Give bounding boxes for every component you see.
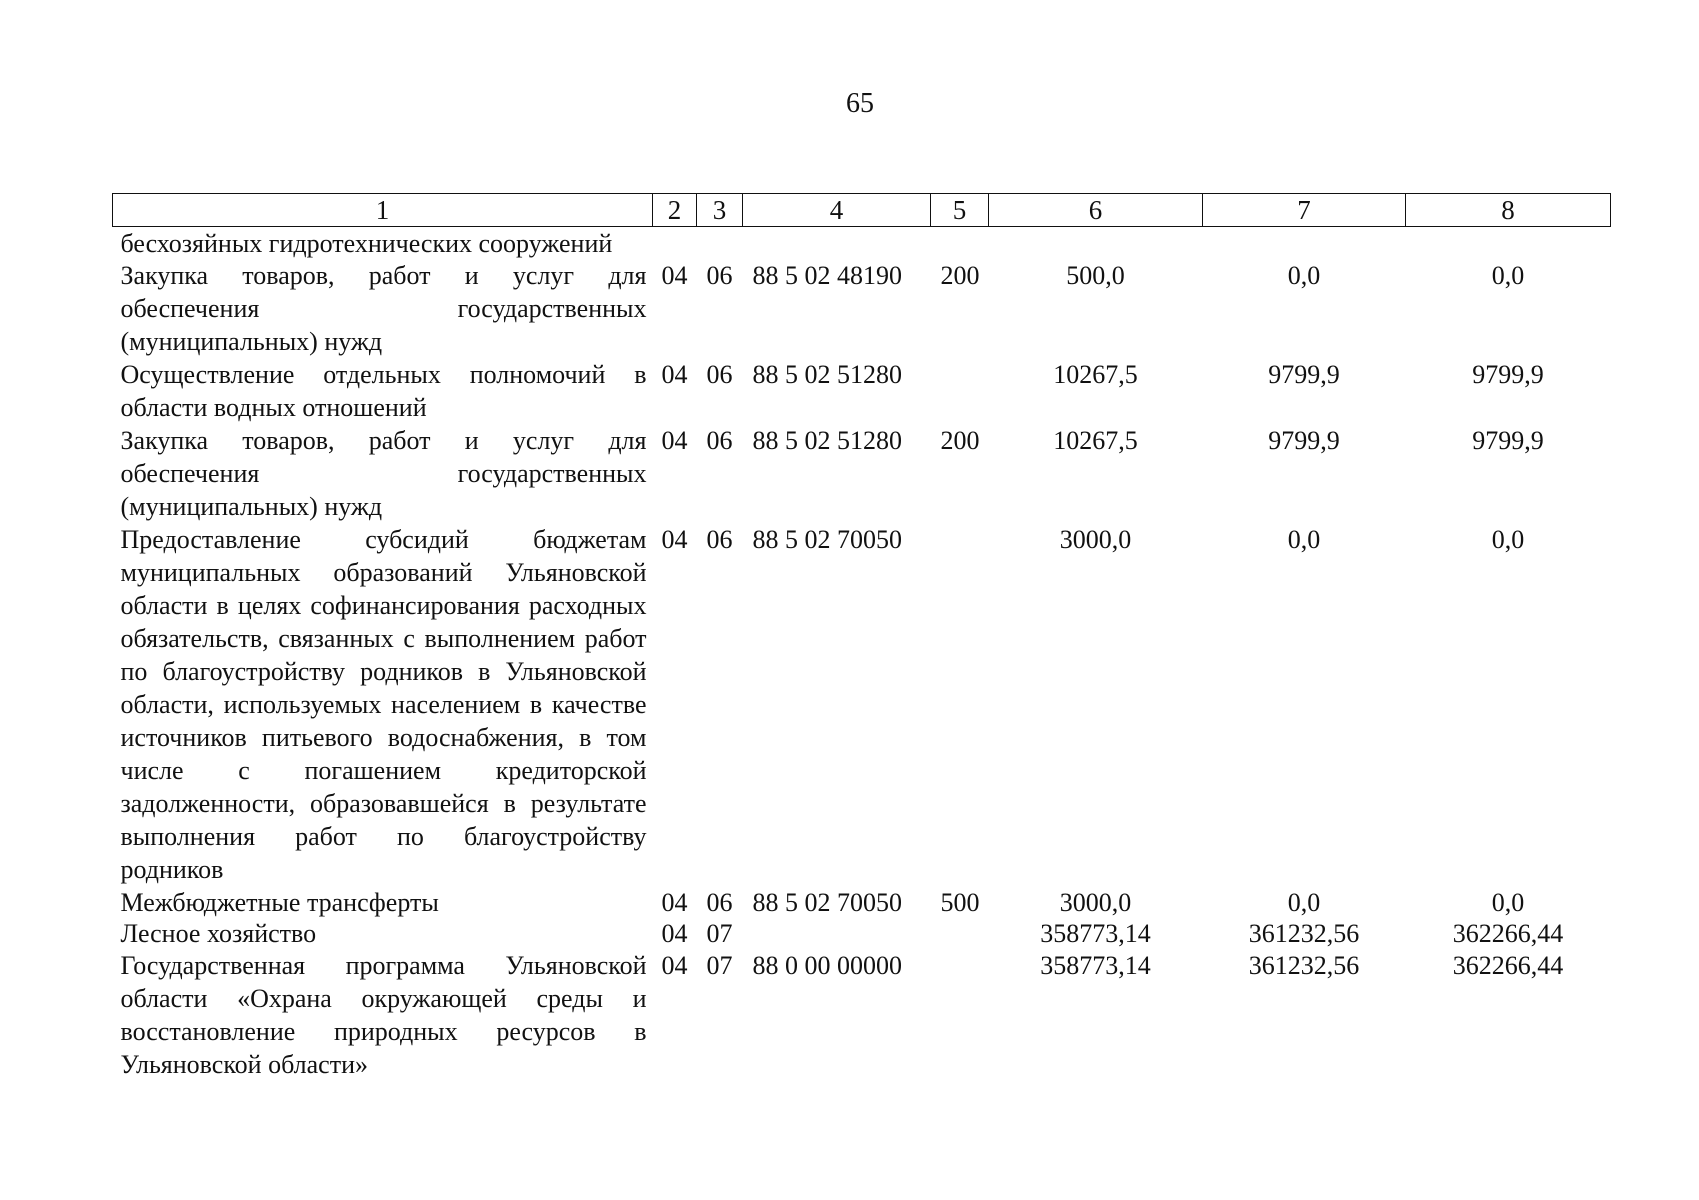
row-subsection: 06: [706, 426, 733, 455]
table-row: [113, 523, 1611, 886]
row-section: 04: [661, 525, 688, 554]
row-section: [653, 227, 697, 260]
table-row: [113, 949, 1611, 1081]
column-number-header: [113, 194, 1611, 227]
row-amount-col6: 500,0: [1066, 261, 1125, 290]
budget-table: [112, 193, 1611, 1081]
header-col-1: 1: [113, 194, 653, 227]
row-subsection: 07: [706, 919, 733, 948]
row-name: Осуществление отдельных полномочий в области водных отношений: [120, 360, 647, 422]
row-amount-col6: 10267,5: [1053, 360, 1138, 389]
row-section: 04: [661, 360, 688, 389]
row-amount-col6: 358773,14: [1040, 951, 1151, 980]
row-subsection: [697, 227, 743, 260]
row-target-code: 88 5 02 70050: [752, 525, 902, 554]
row-target-code: 88 5 02 70050: [752, 888, 902, 917]
row-subsection: 06: [706, 261, 733, 290]
header-col-2: 2: [653, 194, 697, 227]
row-amount-col8: [1406, 227, 1611, 260]
table-row: [113, 227, 1611, 260]
row-expense-type: 200: [940, 261, 980, 290]
row-subsection: 07: [706, 951, 733, 980]
row-expense-type: [931, 358, 989, 424]
row-name: Межбюджетные трансферты: [120, 888, 439, 917]
row-section: 04: [661, 951, 688, 980]
row-section: 04: [661, 888, 688, 917]
row-name: Государственная программа Ульяновской области «Охрана окружающей среды и восстановление природных ресурсов в Ульяновской области»: [120, 951, 647, 1079]
row-name: Закупка товаров, работ и услуг для обеспечения государственных (муниципальных) нужд: [120, 426, 647, 521]
row-amount-col6: 358773,14: [1040, 919, 1151, 948]
row-target-code: 88 5 02 51280: [752, 426, 902, 455]
row-amount-col7: 9799,9: [1268, 426, 1340, 455]
row-amount-col8: 0,0: [1491, 525, 1525, 554]
page-number: 65: [846, 88, 874, 119]
row-subsection: 06: [706, 525, 733, 554]
row-amount-col8: 0,0: [1491, 261, 1525, 290]
table-row: [113, 259, 1611, 358]
row-amount-col8: 9799,9: [1472, 360, 1544, 389]
row-amount-col8: 362266,44: [1452, 919, 1564, 948]
row-target-code: 88 5 02 48190: [752, 261, 902, 290]
row-target-code: 88 5 02 51280: [752, 360, 902, 389]
row-amount-col7: 0,0: [1287, 525, 1321, 554]
row-expense-type: [931, 523, 989, 886]
header-col-3: 3: [697, 194, 743, 227]
header-col-5: 5: [931, 194, 989, 227]
row-expense-type: [931, 919, 989, 949]
row-name: Закупка товаров, работ и услуг для обеспечения государственных (муниципальных) нужд: [120, 261, 647, 356]
row-name: Предоставление субсидий бюджетам муниципальных образований Ульяновской области в целях софинансирования расходных обязательств, связанных с выполнением работ по благоустройству родников в Ульяновской области, используемых населением в качестве источников питьевого водоснабжения, в том числе с погашением кредиторской задолженности, образовавшейся в результате выполнения работ по благоустройству родников: [120, 525, 647, 884]
row-amount-col7: 0,0: [1287, 261, 1321, 290]
row-amount-col6: 3000,0: [1059, 525, 1132, 554]
row-amount-col6: 10267,5: [1053, 426, 1138, 455]
header-col-8: 8: [1406, 194, 1611, 227]
row-section: 04: [661, 261, 688, 290]
row-amount-col8: 362266,44: [1452, 951, 1564, 980]
row-section: 04: [661, 919, 688, 948]
row-subsection: 06: [706, 888, 733, 917]
row-amount-col8: 9799,9: [1472, 426, 1544, 455]
row-expense-type: [931, 227, 989, 260]
row-subsection: 06: [706, 360, 733, 389]
row-amount-col6: 3000,0: [1059, 888, 1132, 917]
table-row: [113, 919, 1611, 949]
row-amount-col8: 0,0: [1491, 888, 1525, 917]
row-amount-col7: 361232,56: [1248, 919, 1360, 948]
header-col-4: 4: [743, 194, 931, 227]
row-section: 04: [661, 426, 688, 455]
row-amount-col7: 9799,9: [1268, 360, 1340, 389]
row-expense-type: 500: [940, 888, 980, 917]
row-amount-col6: [989, 227, 1203, 260]
row-amount-col7: 0,0: [1287, 888, 1321, 917]
table-row: [113, 358, 1611, 424]
row-target-code: 88 0 00 00000: [752, 951, 902, 980]
table-row: [113, 886, 1611, 919]
header-col-7: 7: [1203, 194, 1406, 227]
row-amount-col7: 361232,56: [1248, 951, 1360, 980]
row-expense-type: 200: [940, 426, 980, 455]
row-target-code: [743, 919, 931, 949]
row-amount-col7: [1203, 227, 1406, 260]
header-col-6: 6: [989, 194, 1203, 227]
row-expense-type: [931, 949, 989, 1081]
row-target-code: [743, 227, 931, 260]
row-name: бесхозяйных гидротехнических сооружений: [120, 229, 613, 258]
row-name: Лесное хозяйство: [120, 919, 317, 948]
table-row: [113, 424, 1611, 523]
